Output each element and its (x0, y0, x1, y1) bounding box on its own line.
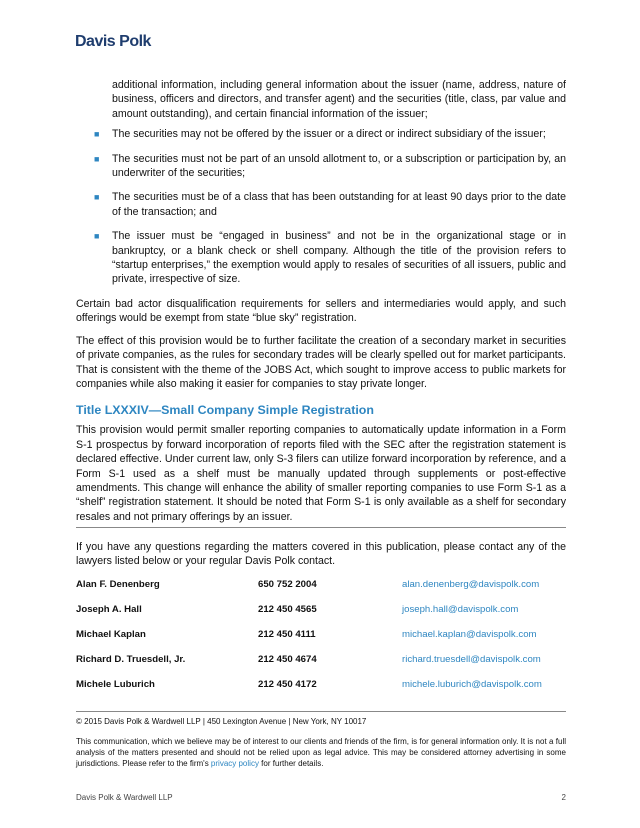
firm-name: Davis Polk & Wardwell LLP (76, 793, 173, 802)
table-row (76, 579, 566, 604)
privacy-policy-link[interactable]: privacy policy (210, 759, 259, 768)
contact-email-link[interactable]: joseph.hall@davispolk.com (402, 603, 519, 615)
contact-phone: 650 752 2004 (258, 578, 317, 590)
bullet-icon: ■ (94, 192, 100, 203)
table-row (76, 654, 566, 679)
contact-email-link[interactable]: michele.luburich@davispolk.com (402, 678, 542, 690)
table-row (76, 629, 566, 654)
bad-actor-paragraph: Certain bad actor disqualification requirements for sellers and intermediaries would apply, and such offerings would be exempt from state “blue sky” registration. (76, 297, 566, 325)
requirements-list (76, 127, 566, 287)
bullet-icon: ■ (94, 231, 100, 242)
contact-name: Alan F. Denenberg (76, 578, 160, 590)
contact-email-link[interactable]: alan.denenberg@davispolk.com (402, 578, 540, 590)
davis-polk-logo: Davis Polk (75, 33, 151, 50)
page-number: 2 (561, 793, 566, 802)
contact-phone: 212 450 4565 (258, 603, 317, 615)
list-item: ■ The securities may not be offered by the issuer or a direct or indirect subsidiary of the issuer; (94, 128, 546, 141)
table-row (76, 604, 566, 629)
contact-phone: 212 450 4674 (258, 653, 317, 665)
list-item: ■ The issuer must be “engaged in business” and not be in the organizational stage or in bankruptcy, or a blank check or shell company. Although the title of the provision refers to “startup enterprises,” the exemption would apply to resales of securities of all issuers, public and private, irrespective of size. (94, 230, 566, 286)
contact-email-link[interactable]: michael.kaplan@davispolk.com (402, 628, 537, 640)
contact-name: Michele Luburich (76, 678, 155, 690)
main-content (76, 78, 566, 524)
list-item: ■ The securities must be of a class that has been outstanding for at least 90 days prior to the date of the transaction; and (94, 191, 566, 218)
disclaimer: This communication, which we believe may be of interest to our clients and friends of the firm, is for general information only. It is not a full analysis of the matters presented and should not be relied upon as legal advice. This may be considered attorney advertising in some jurisdictions. Please refer to the firm's privacy policy for further details. (76, 737, 566, 768)
contacts-intro: If you have any questions regarding the matters covered in this publication, please contact any of the lawyers listed below or your regular Davis Polk contact. (76, 541, 566, 568)
effect-paragraph: The effect of this provision would be to further facilitate the creation of a secondary market in securities of private companies, as the rules for secondary trades will be clearly spelled out for market participants. That is consistent with the theme of the JOBS Act, which sought to improve access to public markets for companies while also making it easier for companies to stay private longer. (76, 334, 566, 390)
page-footer (76, 793, 566, 802)
contact-name: Michael Kaplan (76, 628, 146, 640)
contacts-table (76, 579, 566, 704)
table-row (76, 679, 566, 704)
bullet-icon: ■ (94, 129, 100, 140)
contacts-section (76, 540, 566, 704)
contacts-divider (76, 527, 566, 528)
list-item: ■ The securities must not be part of an unsold allotment to, or a subscription or participation by, an underwriter of the securities; (94, 152, 566, 180)
footer-divider (76, 711, 566, 712)
section-paragraph: This provision would permit smaller reporting companies to automatically update information in a Form S-1 prospectus by forward incorporation of reports filed with the SEC after the registration statement is declared effective. Under current law, only S-3 filers can utilize forward incorporation by reference, and a Form S-1 used as a shelf must be manually updated through supplements or post-effective amendments. This change will enhance the ability of smaller reporting companies to use Form S-1 as a “shelf” registration statement. It should be noted that Form S-1 is only available as a shelf for secondary resales and not primary offerings by an issuer. (76, 424, 566, 523)
contact-phone: 212 450 4172 (258, 678, 317, 690)
contact-name: Richard D. Truesdell, Jr. (76, 653, 186, 665)
section-heading: Title LXXXIV—Small Company Simple Registration (76, 403, 374, 418)
copyright-line: © 2015 Davis Polk & Wardwell LLP | 450 Lexington Avenue | New York, NY 10017 (76, 717, 367, 726)
contact-name: Joseph A. Hall (76, 603, 142, 615)
continued-text: additional information, including general information about the issuer (name, address, nature of business, officers and directors, and transfer agent) and the securities (title, class, par value and amount outstanding), and certain financial information of the issuer; (112, 79, 566, 120)
footer-section (76, 716, 566, 769)
contact-phone: 212 450 4111 (258, 628, 316, 640)
bullet-icon: ■ (94, 153, 100, 164)
contact-email-link[interactable]: richard.truesdell@davispolk.com (402, 653, 541, 665)
